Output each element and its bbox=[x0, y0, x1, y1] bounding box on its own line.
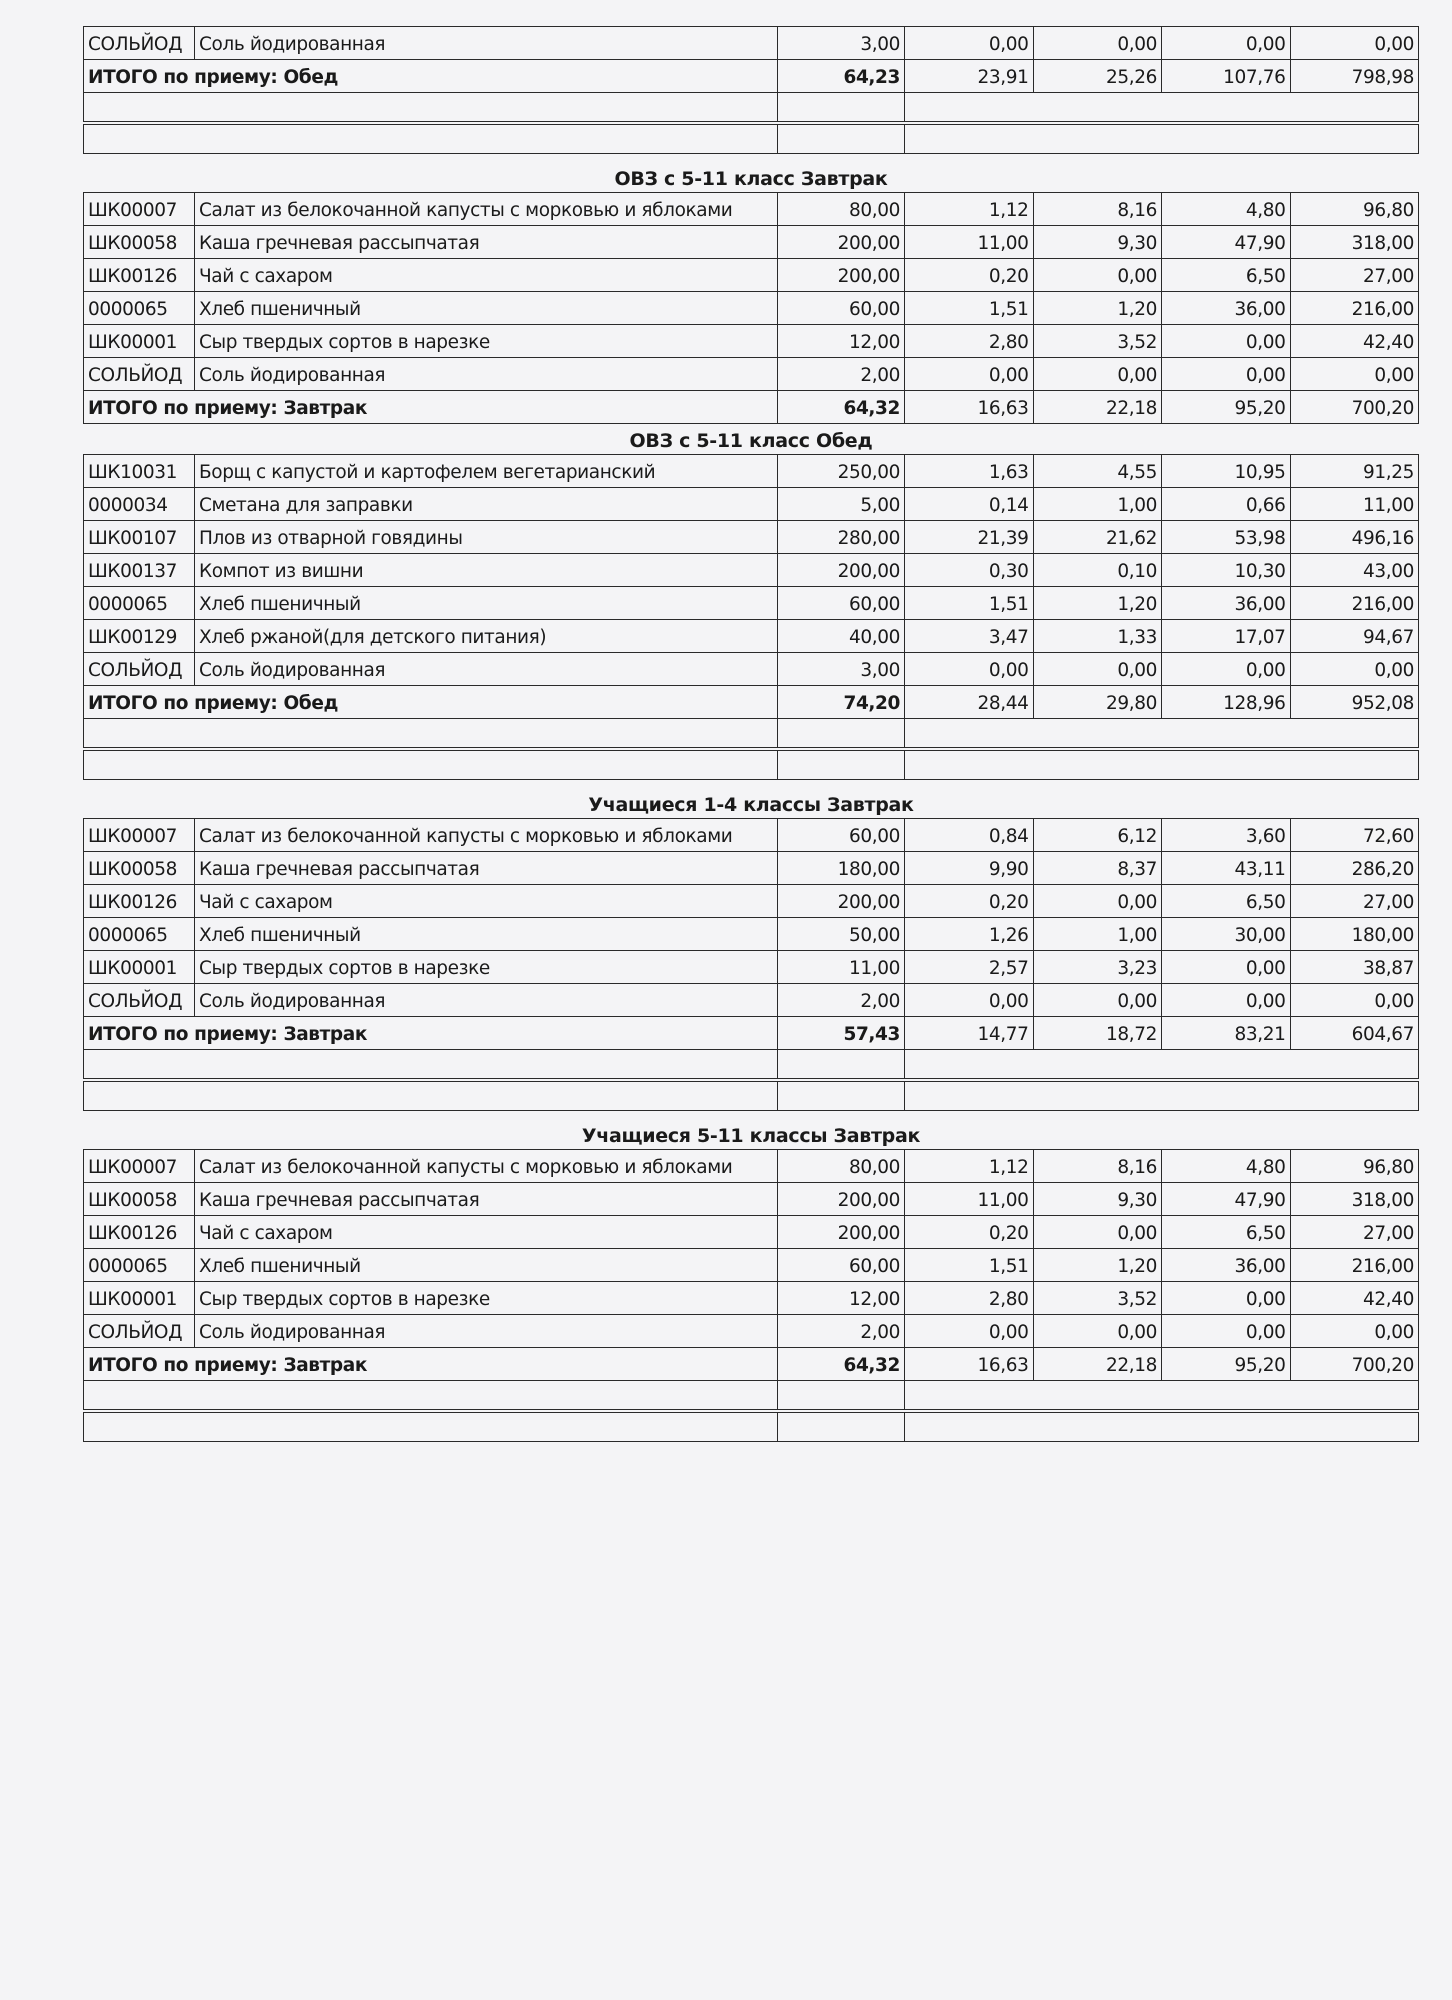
cell-qty: 12,00 bbox=[778, 325, 905, 358]
cell-v3: 17,07 bbox=[1162, 620, 1291, 653]
cell-v4: 0,00 bbox=[1290, 653, 1419, 686]
table-row bbox=[84, 292, 1419, 325]
cell-v4: 0,00 bbox=[1290, 358, 1419, 391]
cell-v1: 1,51 bbox=[905, 1249, 1034, 1282]
cell-code: 0000065 bbox=[84, 292, 195, 325]
cell-code: 0000065 bbox=[84, 918, 195, 951]
section-title: ОВЗ с 5-11 класс Обед bbox=[629, 430, 873, 452]
cell-code: ШК00126 bbox=[84, 1216, 195, 1249]
table-row bbox=[84, 819, 1419, 852]
blank-cell bbox=[84, 1080, 778, 1111]
cell-v2: 0,00 bbox=[1033, 259, 1162, 292]
table-row bbox=[84, 620, 1419, 653]
blank-cell bbox=[778, 749, 905, 780]
total-label: ИТОГО по приему: Завтрак bbox=[84, 391, 778, 424]
total-label: ИТОГО по приему: Обед bbox=[84, 686, 778, 719]
cell-v1: 0,84 bbox=[905, 819, 1034, 852]
cell-v1: 0,00 bbox=[905, 653, 1034, 686]
cell-v3: 10,95 bbox=[1162, 455, 1291, 488]
cell-qty: 60,00 bbox=[778, 819, 905, 852]
blank-cell bbox=[84, 719, 778, 750]
total-row bbox=[84, 1017, 1419, 1050]
total-v3: 95,20 bbox=[1162, 391, 1291, 424]
cell-v2: 9,30 bbox=[1033, 1183, 1162, 1216]
cell-v4: 0,00 bbox=[1290, 984, 1419, 1017]
cell-v4: 96,80 bbox=[1290, 193, 1419, 226]
cell-v3: 6,50 bbox=[1162, 259, 1291, 292]
cell-v1: 3,47 bbox=[905, 620, 1034, 653]
table-row bbox=[84, 1249, 1419, 1282]
table-row bbox=[84, 554, 1419, 587]
cell-v3: 0,00 bbox=[1162, 951, 1291, 984]
cell-name: Хлеб пшеничный bbox=[195, 587, 778, 620]
cell-name: Плов из отварной говядины bbox=[195, 521, 778, 554]
blank-cell bbox=[905, 719, 1419, 750]
table-row bbox=[84, 325, 1419, 358]
cell-v2: 6,12 bbox=[1033, 819, 1162, 852]
cell-name: Хлеб пшеничный bbox=[195, 918, 778, 951]
total-row bbox=[84, 60, 1419, 93]
cell-v3: 0,00 bbox=[1162, 984, 1291, 1017]
blank-cell bbox=[84, 1050, 778, 1081]
blank-row bbox=[84, 1411, 1419, 1442]
blank-cell bbox=[905, 1080, 1419, 1111]
cell-code: ШК00001 bbox=[84, 1282, 195, 1315]
cell-qty: 200,00 bbox=[778, 259, 905, 292]
table-row bbox=[84, 852, 1419, 885]
blank-row bbox=[84, 719, 1419, 750]
cell-qty: 60,00 bbox=[778, 1249, 905, 1282]
cell-v4: 318,00 bbox=[1290, 226, 1419, 259]
cell-code: ШК00007 bbox=[84, 819, 195, 852]
cell-v3: 47,90 bbox=[1162, 226, 1291, 259]
blank-row bbox=[84, 1080, 1419, 1111]
spacer bbox=[83, 1442, 1419, 1450]
cell-v2: 3,52 bbox=[1033, 325, 1162, 358]
cell-v3: 4,80 bbox=[1162, 193, 1291, 226]
cell-v1: 21,39 bbox=[905, 521, 1034, 554]
table-row bbox=[84, 27, 1419, 60]
blank-cell bbox=[778, 1050, 905, 1081]
total-v2: 29,80 bbox=[1033, 686, 1162, 719]
cell-v1: 1,51 bbox=[905, 587, 1034, 620]
cell-v1: 0,00 bbox=[905, 358, 1034, 391]
total-v3: 128,96 bbox=[1162, 686, 1291, 719]
cell-qty: 3,00 bbox=[778, 27, 905, 60]
cell-v3: 43,11 bbox=[1162, 852, 1291, 885]
table-row bbox=[84, 885, 1419, 918]
cell-v2: 0,00 bbox=[1033, 1315, 1162, 1348]
table-row bbox=[84, 1150, 1419, 1183]
total-v1: 23,91 bbox=[905, 60, 1034, 93]
cell-name: Хлеб ржаной(для детского питания) bbox=[195, 620, 778, 653]
cell-v3: 0,00 bbox=[1162, 1315, 1291, 1348]
cell-v1: 1,63 bbox=[905, 455, 1034, 488]
cell-v2: 9,30 bbox=[1033, 226, 1162, 259]
cell-v3: 53,98 bbox=[1162, 521, 1291, 554]
cell-v2: 0,00 bbox=[1033, 653, 1162, 686]
cell-name: Сметана для заправки bbox=[195, 488, 778, 521]
cell-qty: 80,00 bbox=[778, 1150, 905, 1183]
cell-name: Салат из белокочанной капусты с морковью и яблоками bbox=[195, 1150, 778, 1183]
cell-v2: 0,00 bbox=[1033, 1216, 1162, 1249]
cell-qty: 250,00 bbox=[778, 455, 905, 488]
cell-v3: 36,00 bbox=[1162, 292, 1291, 325]
cell-qty: 200,00 bbox=[778, 226, 905, 259]
cell-v3: 30,00 bbox=[1162, 918, 1291, 951]
spacer bbox=[83, 154, 1419, 162]
total-v2: 18,72 bbox=[1033, 1017, 1162, 1050]
table-row bbox=[84, 521, 1419, 554]
blank-cell bbox=[778, 1080, 905, 1111]
cell-v2: 1,00 bbox=[1033, 488, 1162, 521]
cell-v4: 94,67 bbox=[1290, 620, 1419, 653]
cell-v3: 10,30 bbox=[1162, 554, 1291, 587]
cell-v2: 8,16 bbox=[1033, 1150, 1162, 1183]
menu-table bbox=[83, 26, 1419, 154]
total-row bbox=[84, 1348, 1419, 1381]
cell-code: ШК00107 bbox=[84, 521, 195, 554]
cell-v3: 0,00 bbox=[1162, 325, 1291, 358]
cell-code: ШК00001 bbox=[84, 951, 195, 984]
total-label: ИТОГО по приему: Завтрак bbox=[84, 1017, 778, 1050]
cell-v2: 1,20 bbox=[1033, 1249, 1162, 1282]
cell-v2: 3,52 bbox=[1033, 1282, 1162, 1315]
cell-name: Каша гречневая рассыпчатая bbox=[195, 1183, 778, 1216]
total-v3: 95,20 bbox=[1162, 1348, 1291, 1381]
cell-v2: 4,55 bbox=[1033, 455, 1162, 488]
cell-v1: 2,80 bbox=[905, 325, 1034, 358]
cell-qty: 50,00 bbox=[778, 918, 905, 951]
cell-v3: 6,50 bbox=[1162, 885, 1291, 918]
table-row bbox=[84, 226, 1419, 259]
total-row bbox=[84, 391, 1419, 424]
cell-v4: 38,87 bbox=[1290, 951, 1419, 984]
cell-code: СОЛЬЙОД bbox=[84, 27, 195, 60]
cell-name: Салат из белокочанной капусты с морковью и яблоками bbox=[195, 193, 778, 226]
cell-name: Соль йодированная bbox=[195, 1315, 778, 1348]
blank-cell bbox=[778, 93, 905, 124]
cell-v4: 27,00 bbox=[1290, 259, 1419, 292]
table-row bbox=[84, 1315, 1419, 1348]
cell-qty: 2,00 bbox=[778, 1315, 905, 1348]
total-qty: 57,43 bbox=[778, 1017, 905, 1050]
menu-table bbox=[83, 192, 1419, 424]
cell-v4: 42,40 bbox=[1290, 325, 1419, 358]
blank-row bbox=[84, 1050, 1419, 1081]
cell-code: ШК00058 bbox=[84, 226, 195, 259]
table-row bbox=[84, 918, 1419, 951]
cell-name: Хлеб пшеничный bbox=[195, 1249, 778, 1282]
total-v1: 16,63 bbox=[905, 391, 1034, 424]
cell-code: 0000034 bbox=[84, 488, 195, 521]
cell-v3: 0,00 bbox=[1162, 653, 1291, 686]
cell-code: СОЛЬЙОД bbox=[84, 653, 195, 686]
cell-v1: 11,00 bbox=[905, 1183, 1034, 1216]
total-v4: 604,67 bbox=[1290, 1017, 1419, 1050]
cell-v3: 47,90 bbox=[1162, 1183, 1291, 1216]
cell-v4: 216,00 bbox=[1290, 292, 1419, 325]
cell-v3: 0,66 bbox=[1162, 488, 1291, 521]
table-row bbox=[84, 1282, 1419, 1315]
cell-qty: 200,00 bbox=[778, 1183, 905, 1216]
cell-v2: 1,33 bbox=[1033, 620, 1162, 653]
blank-cell bbox=[84, 1411, 778, 1442]
cell-code: СОЛЬЙОД bbox=[84, 358, 195, 391]
cell-v1: 1,12 bbox=[905, 193, 1034, 226]
cell-qty: 3,00 bbox=[778, 653, 905, 686]
cell-code: ШК00007 bbox=[84, 1150, 195, 1183]
total-qty: 64,32 bbox=[778, 1348, 905, 1381]
spacer bbox=[83, 780, 1419, 788]
total-v2: 22,18 bbox=[1033, 1348, 1162, 1381]
cell-qty: 11,00 bbox=[778, 951, 905, 984]
total-qty: 64,23 bbox=[778, 60, 905, 93]
cell-v4: 496,16 bbox=[1290, 521, 1419, 554]
total-v2: 22,18 bbox=[1033, 391, 1162, 424]
cell-name: Салат из белокочанной капусты с морковью и яблоками bbox=[195, 819, 778, 852]
cell-code: ШК00126 bbox=[84, 259, 195, 292]
total-v2: 25,26 bbox=[1033, 60, 1162, 93]
cell-v3: 0,00 bbox=[1162, 27, 1291, 60]
cell-code: ШК00058 bbox=[84, 1183, 195, 1216]
blank-cell bbox=[905, 1381, 1419, 1412]
cell-v4: 216,00 bbox=[1290, 587, 1419, 620]
cell-v4: 11,00 bbox=[1290, 488, 1419, 521]
menu-table bbox=[83, 454, 1419, 780]
total-v4: 952,08 bbox=[1290, 686, 1419, 719]
table-row bbox=[84, 951, 1419, 984]
cell-name: Хлеб пшеничный bbox=[195, 292, 778, 325]
cell-v4: 43,00 bbox=[1290, 554, 1419, 587]
cell-code: ШК00058 bbox=[84, 852, 195, 885]
cell-code: ШК10031 bbox=[84, 455, 195, 488]
cell-v4: 42,40 bbox=[1290, 1282, 1419, 1315]
cell-v1: 0,30 bbox=[905, 554, 1034, 587]
cell-v1: 9,90 bbox=[905, 852, 1034, 885]
cell-v4: 0,00 bbox=[1290, 1315, 1419, 1348]
cell-v2: 1,20 bbox=[1033, 587, 1162, 620]
cell-name: Чай с сахаром bbox=[195, 885, 778, 918]
cell-name: Чай с сахаром bbox=[195, 259, 778, 292]
cell-name: Чай с сахаром bbox=[195, 1216, 778, 1249]
cell-v3: 0,00 bbox=[1162, 358, 1291, 391]
cell-v1: 1,26 bbox=[905, 918, 1034, 951]
cell-v2: 0,00 bbox=[1033, 984, 1162, 1017]
total-qty: 64,32 bbox=[778, 391, 905, 424]
blank-cell bbox=[84, 1381, 778, 1412]
cell-v2: 8,37 bbox=[1033, 852, 1162, 885]
cell-qty: 40,00 bbox=[778, 620, 905, 653]
cell-code: ШК00126 bbox=[84, 885, 195, 918]
table-row bbox=[84, 653, 1419, 686]
section-title: ОВЗ с 5-11 класс Завтрак bbox=[614, 168, 888, 190]
cell-v1: 11,00 bbox=[905, 226, 1034, 259]
cell-qty: 80,00 bbox=[778, 193, 905, 226]
cell-v3: 0,00 bbox=[1162, 1282, 1291, 1315]
cell-v1: 0,00 bbox=[905, 984, 1034, 1017]
blank-row bbox=[84, 1381, 1419, 1412]
table-row bbox=[84, 1183, 1419, 1216]
cell-v2: 8,16 bbox=[1033, 193, 1162, 226]
cell-v4: 96,80 bbox=[1290, 1150, 1419, 1183]
cell-v2: 1,00 bbox=[1033, 918, 1162, 951]
cell-v3: 3,60 bbox=[1162, 819, 1291, 852]
cell-v3: 4,80 bbox=[1162, 1150, 1291, 1183]
blank-cell bbox=[905, 93, 1419, 124]
cell-qty: 2,00 bbox=[778, 984, 905, 1017]
cell-v1: 0,20 bbox=[905, 1216, 1034, 1249]
cell-v2: 1,20 bbox=[1033, 292, 1162, 325]
cell-v2: 3,23 bbox=[1033, 951, 1162, 984]
total-v3: 107,76 bbox=[1162, 60, 1291, 93]
cell-name: Сыр твердых сортов в нарезке bbox=[195, 325, 778, 358]
cell-v3: 36,00 bbox=[1162, 587, 1291, 620]
total-v1: 16,63 bbox=[905, 1348, 1034, 1381]
cell-v4: 72,60 bbox=[1290, 819, 1419, 852]
table-row bbox=[84, 587, 1419, 620]
cell-v1: 1,12 bbox=[905, 1150, 1034, 1183]
table-row bbox=[84, 259, 1419, 292]
blank-cell bbox=[905, 1411, 1419, 1442]
cell-qty: 60,00 bbox=[778, 292, 905, 325]
blank-cell bbox=[778, 1381, 905, 1412]
total-v3: 83,21 bbox=[1162, 1017, 1291, 1050]
total-v1: 14,77 bbox=[905, 1017, 1034, 1050]
table-row bbox=[84, 1216, 1419, 1249]
cell-name: Сыр твердых сортов в нарезке bbox=[195, 1282, 778, 1315]
cell-v2: 0,00 bbox=[1033, 358, 1162, 391]
table-row bbox=[84, 984, 1419, 1017]
cell-name: Соль йодированная bbox=[195, 358, 778, 391]
cell-qty: 280,00 bbox=[778, 521, 905, 554]
cell-name: Борщ с капустой и картофелем вегетарианский bbox=[195, 455, 778, 488]
cell-v1: 0,00 bbox=[905, 1315, 1034, 1348]
blank-cell bbox=[778, 1411, 905, 1442]
cell-v1: 0,14 bbox=[905, 488, 1034, 521]
total-label: ИТОГО по приему: Завтрак bbox=[84, 1348, 778, 1381]
cell-name: Соль йодированная bbox=[195, 27, 778, 60]
cell-v1: 1,51 bbox=[905, 292, 1034, 325]
table-row bbox=[84, 193, 1419, 226]
blank-cell bbox=[84, 123, 778, 154]
total-label: ИТОГО по приему: Обед bbox=[84, 60, 778, 93]
cell-qty: 12,00 bbox=[778, 1282, 905, 1315]
cell-v4: 318,00 bbox=[1290, 1183, 1419, 1216]
cell-code: ШК00129 bbox=[84, 620, 195, 653]
cell-qty: 60,00 bbox=[778, 587, 905, 620]
cell-v1: 0,20 bbox=[905, 259, 1034, 292]
blank-cell bbox=[84, 93, 778, 124]
cell-v3: 6,50 bbox=[1162, 1216, 1291, 1249]
cell-code: 0000065 bbox=[84, 1249, 195, 1282]
blank-cell bbox=[84, 749, 778, 780]
cell-qty: 2,00 bbox=[778, 358, 905, 391]
cell-qty: 200,00 bbox=[778, 554, 905, 587]
blank-cell bbox=[905, 123, 1419, 154]
section-title: Учащиеся 5-11 классы Завтрак bbox=[581, 1125, 921, 1147]
cell-v4: 27,00 bbox=[1290, 1216, 1419, 1249]
cell-v4: 0,00 bbox=[1290, 27, 1419, 60]
total-v4: 700,20 bbox=[1290, 391, 1419, 424]
total-v4: 798,98 bbox=[1290, 60, 1419, 93]
cell-v2: 0,10 bbox=[1033, 554, 1162, 587]
cell-v2: 0,00 bbox=[1033, 885, 1162, 918]
blank-cell bbox=[905, 1050, 1419, 1081]
spacer bbox=[83, 1111, 1419, 1119]
cell-code: СОЛЬЙОД bbox=[84, 984, 195, 1017]
cell-v1: 2,57 bbox=[905, 951, 1034, 984]
total-row bbox=[84, 686, 1419, 719]
cell-code: СОЛЬЙОД bbox=[84, 1315, 195, 1348]
cell-v1: 2,80 bbox=[905, 1282, 1034, 1315]
cell-name: Сыр твердых сортов в нарезке bbox=[195, 951, 778, 984]
cell-v3: 36,00 bbox=[1162, 1249, 1291, 1282]
cell-code: 0000065 bbox=[84, 587, 195, 620]
blank-cell bbox=[905, 749, 1419, 780]
menu-table bbox=[83, 1149, 1419, 1442]
cell-name: Компот из вишни bbox=[195, 554, 778, 587]
total-v4: 700,20 bbox=[1290, 1348, 1419, 1381]
cell-qty: 200,00 bbox=[778, 885, 905, 918]
cell-code: ШК00137 bbox=[84, 554, 195, 587]
cell-v2: 0,00 bbox=[1033, 27, 1162, 60]
cell-code: ШК00007 bbox=[84, 193, 195, 226]
cell-qty: 200,00 bbox=[778, 1216, 905, 1249]
cell-name: Соль йодированная bbox=[195, 984, 778, 1017]
cell-code: ШК00001 bbox=[84, 325, 195, 358]
cell-name: Каша гречневая рассыпчатая bbox=[195, 852, 778, 885]
cell-qty: 5,00 bbox=[778, 488, 905, 521]
cell-v1: 0,00 bbox=[905, 27, 1034, 60]
cell-v4: 91,25 bbox=[1290, 455, 1419, 488]
total-qty: 74,20 bbox=[778, 686, 905, 719]
blank-row bbox=[84, 749, 1419, 780]
table-row bbox=[84, 488, 1419, 521]
cell-name: Соль йодированная bbox=[195, 653, 778, 686]
blank-cell bbox=[778, 123, 905, 154]
cell-qty: 180,00 bbox=[778, 852, 905, 885]
cell-v4: 180,00 bbox=[1290, 918, 1419, 951]
section-title: Учащиеся 1-4 классы Завтрак bbox=[588, 794, 914, 816]
cell-v1: 0,20 bbox=[905, 885, 1034, 918]
table-row bbox=[84, 358, 1419, 391]
cell-name: Каша гречневая рассыпчатая bbox=[195, 226, 778, 259]
blank-row bbox=[84, 93, 1419, 124]
menu-document bbox=[83, 26, 1419, 1450]
blank-cell bbox=[778, 719, 905, 750]
blank-row bbox=[84, 123, 1419, 154]
cell-v4: 27,00 bbox=[1290, 885, 1419, 918]
cell-v2: 21,62 bbox=[1033, 521, 1162, 554]
total-v1: 28,44 bbox=[905, 686, 1034, 719]
table-row bbox=[84, 455, 1419, 488]
cell-v4: 216,00 bbox=[1290, 1249, 1419, 1282]
cell-v4: 286,20 bbox=[1290, 852, 1419, 885]
menu-table bbox=[83, 818, 1419, 1111]
